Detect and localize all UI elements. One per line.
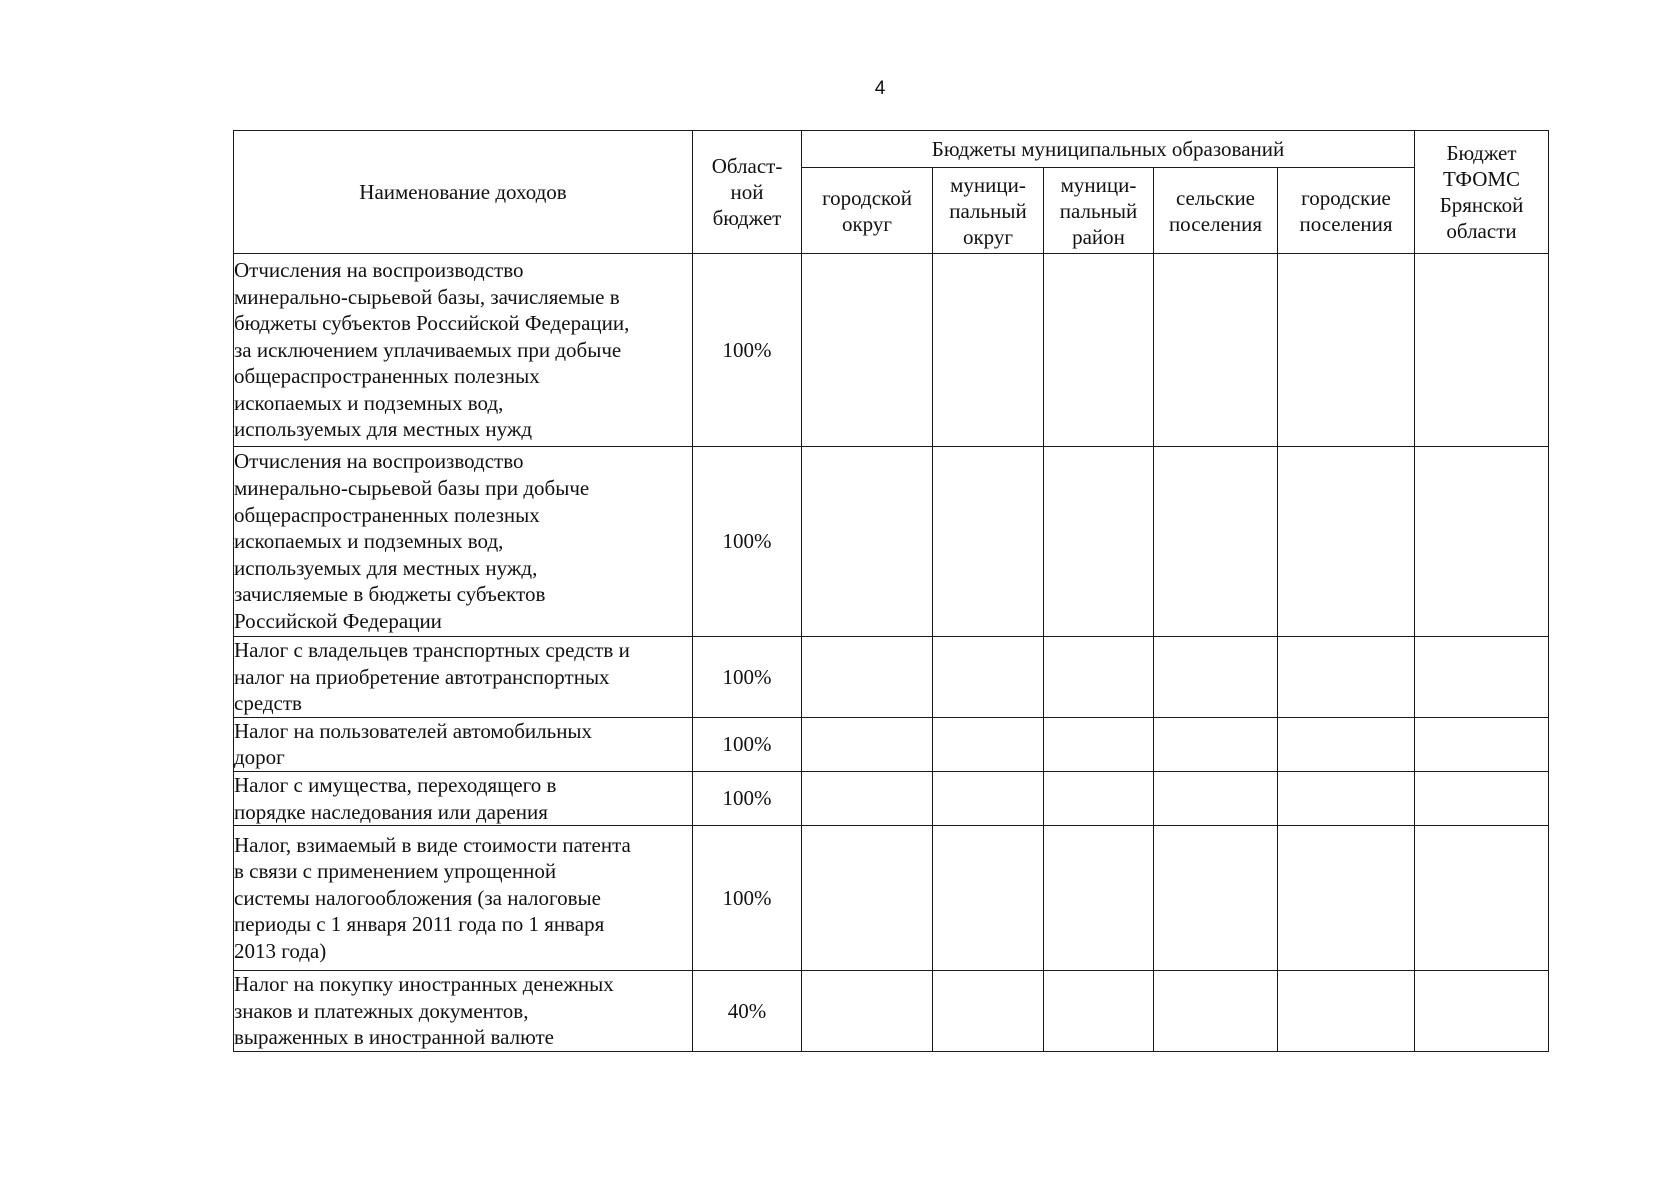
income-name-cell [234, 637, 693, 718]
tfoms-cell [1415, 254, 1549, 447]
income-name-cell [234, 971, 693, 1052]
municipal-okrug-cell [933, 447, 1044, 637]
regional-share-value: 100% [722, 337, 772, 362]
header-municipal-budgets [802, 131, 1415, 168]
income-name-cell [234, 254, 693, 447]
header-rural-settlements-label: сельские поселения [1168, 185, 1263, 236]
tfoms-cell [1415, 637, 1549, 718]
header-regional-budget-label: Област- ной бюджет [711, 154, 783, 230]
header-regional-budget [693, 131, 802, 254]
municipal-raion-cell [1044, 771, 1154, 825]
income-name-text: Налог, взимаемый в виде стоимости патента в связи с применением упрощенной системы налогообложения (за налоговые периоды с 1 января 2011 года по 1 января 2013 года) [234, 832, 631, 964]
rural-settlements-cell [1154, 826, 1278, 971]
income-name-text: Налог на покупку иностранных денежных знаков и платежных документов, выраженных в иностранной валюте [234, 972, 614, 1050]
header-municipal-budgets-label: Бюджеты муниципальных образований [931, 137, 1285, 161]
table-row [234, 826, 1549, 971]
urban-settlements-cell [1278, 971, 1415, 1052]
municipal-raion-cell [1044, 717, 1154, 771]
tfoms-cell [1415, 717, 1549, 771]
header-city-district-label: городской округ [822, 185, 912, 236]
header-income-name-label: Наименование доходов [359, 180, 567, 204]
municipal-okrug-cell [933, 971, 1044, 1052]
header-tfoms-budget-label: Бюджет ТФОМС Брянской области [1439, 141, 1524, 243]
regional-share-cell [693, 771, 802, 825]
page-number: 4 [874, 78, 886, 99]
municipal-okrug-cell [933, 826, 1044, 971]
regional-share-value: 100% [722, 664, 772, 689]
header-municipal-raion-label: муници- пальный район [1059, 172, 1138, 249]
income-name-text: Отчисления на воспроизводство минерально-сырьевой базы при добыче общераспространенных полезных ископаемых и подземных вод, используемых для местных нужд, зачисляемые в бюджеты субъектов Российской Федерации [234, 449, 590, 633]
municipal-raion-cell [1044, 447, 1154, 637]
urban-settlements-cell [1278, 717, 1415, 771]
rural-settlements-cell [1154, 717, 1278, 771]
income-name-text: Налог на пользователей автомобильных дорог [234, 718, 593, 770]
income-name-cell [234, 447, 693, 637]
header-tfoms-budget [1415, 131, 1549, 254]
regional-share-cell [693, 717, 802, 771]
header-city-district [802, 168, 933, 254]
table-row [234, 637, 1549, 718]
urban-settlements-cell [1278, 447, 1415, 637]
city-district-cell [802, 971, 933, 1052]
income-name-text: Отчисления на воспроизводство минерально-сырьевой базы, зачисляемые в бюджеты субъектов Российской Федерации, за исключением уплачиваемых при добыче общераспространенных полезных ископаемых и подземных вод, используемых для местных нужд [234, 257, 630, 442]
tfoms-cell [1415, 771, 1549, 825]
header-rural-settlements [1154, 168, 1278, 254]
header-municipal-raion [1044, 168, 1154, 254]
municipal-raion-cell [1044, 254, 1154, 447]
table-row [234, 771, 1549, 825]
header-urban-settlements-label: городские поселения [1299, 185, 1393, 236]
table-row [234, 971, 1549, 1052]
rural-settlements-cell [1154, 771, 1278, 825]
regional-share-cell [693, 637, 802, 718]
urban-settlements-cell [1278, 826, 1415, 971]
regional-share-value: 100% [722, 885, 772, 910]
city-district-cell [802, 771, 933, 825]
municipal-okrug-cell [933, 637, 1044, 718]
rural-settlements-cell [1154, 637, 1278, 718]
regional-share-value: 100% [722, 786, 772, 811]
regional-share-value: 100% [722, 732, 772, 757]
city-district-cell [802, 637, 933, 718]
table-row [234, 447, 1549, 637]
municipal-raion-cell [1044, 826, 1154, 971]
municipal-raion-cell [1044, 637, 1154, 718]
regional-share-cell [693, 826, 802, 971]
municipal-okrug-cell [933, 254, 1044, 447]
income-name-cell [234, 771, 693, 825]
income-name-text: Налог с владельцев транспортных средств и налог на приобретение автотранспортных средств [234, 638, 630, 716]
rural-settlements-cell [1154, 971, 1278, 1052]
tfoms-cell [1415, 826, 1549, 971]
regional-share-cell [693, 971, 802, 1052]
tfoms-cell [1415, 447, 1549, 637]
income-name-text: Налог с имущества, переходящего в порядке наследования или дарения [234, 772, 557, 824]
rural-settlements-cell [1154, 254, 1278, 447]
header-municipal-okrug-label: муници- пальный округ [949, 172, 1027, 249]
city-district-cell [802, 826, 933, 971]
municipal-okrug-cell [933, 771, 1044, 825]
city-district-cell [802, 254, 933, 447]
urban-settlements-cell [1278, 771, 1415, 825]
municipal-okrug-cell [933, 717, 1044, 771]
income-name-cell [234, 717, 693, 771]
table-row [234, 254, 1549, 447]
urban-settlements-cell [1278, 254, 1415, 447]
header-municipal-okrug [933, 168, 1044, 254]
income-name-cell [234, 826, 693, 971]
regional-share-cell [693, 447, 802, 637]
header-urban-settlements [1278, 168, 1415, 254]
tfoms-cell [1415, 971, 1549, 1052]
urban-settlements-cell [1278, 637, 1415, 718]
municipal-raion-cell [1044, 971, 1154, 1052]
regional-share-value: 100% [722, 529, 772, 554]
regional-share-value: 40% [727, 998, 767, 1023]
header-income-name [234, 131, 693, 254]
rural-settlements-cell [1154, 447, 1278, 637]
regional-share-cell [693, 254, 802, 447]
city-district-cell [802, 717, 933, 771]
table-row [234, 717, 1549, 771]
city-district-cell [802, 447, 933, 637]
income-distribution-table [233, 130, 1549, 1052]
